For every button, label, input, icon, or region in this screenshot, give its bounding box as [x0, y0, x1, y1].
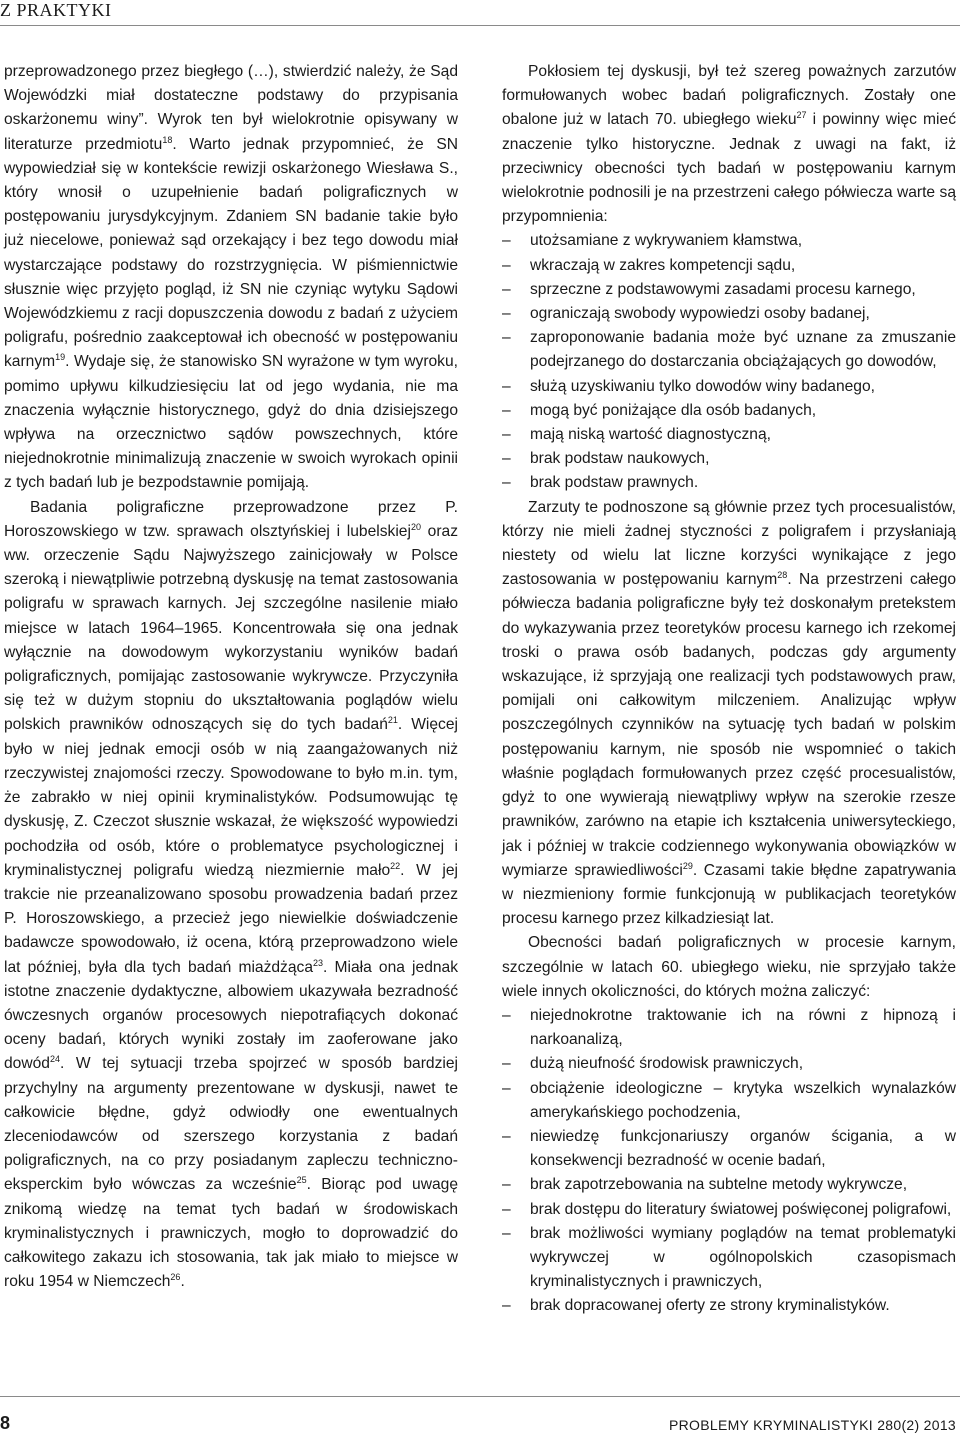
list-item [502, 1077, 956, 1125]
dash-bullet: – [502, 305, 511, 323]
footnote-marker: 18 [162, 134, 173, 145]
footnote-marker: 21 [387, 715, 398, 726]
list-item-text: zaproponowanie badania może być uznane za zmuszanie podejrzanego do dostarczania obciążających go dowodów, [530, 329, 956, 371]
list-item [502, 1198, 956, 1222]
list-item-text: obciążenie ideologiczne – krytyka wszelkich wynalazków amerykańskiego pochodzenia, [530, 1079, 956, 1121]
dash-bullet: – [502, 280, 511, 298]
list-item-text: mają niską wartość diagnostyczną, [530, 426, 771, 444]
dash-bullet: – [502, 1055, 511, 1073]
list-item [502, 278, 956, 302]
footnote-marker: 22 [390, 860, 401, 871]
list-item-text: brak podstaw naukowych, [530, 450, 710, 468]
text-run: . Biorąc pod uwagę znikomą wiedzę na temat tych badań w środowiskach kryminalistycznych i prawniczych, mogło to doprowadzić do całkowitego zakazu ich stosowania, tak jak miało to miejsce w roku 1954 w Niemczech [4, 1176, 459, 1291]
circumstances-list [502, 1004, 956, 1319]
list-item-text: mogą być poniżające dla osób badanych, [530, 401, 817, 419]
footnote-marker: 28 [777, 570, 788, 581]
text-run: . [180, 1273, 185, 1291]
footnote-marker: 26 [170, 1272, 181, 1283]
footnote-marker: 27 [796, 110, 807, 121]
right-intro-paragraph [502, 60, 956, 229]
text-run: . Warto jednak przypomnieć, że SN wypowiedział się w kontekście rewizji oskarżonego Wiesława S., który wnosił o uzupełnienie badań poligraficznych w postępowaniu jurysdykcyjnym. Zdaniem SN badanie takie było już niecelowe, ponieważ sąd orzekający i bez tego dowodu miał wystarczające podstawy do rozstrzygnięcia. W piśmiennictwie słusznie więc przyjęto pogląd, iż SN nie czyniąc wytyku Sądowi Wojewódzkiemu z racji dopuszczenia dowodu z badań z użyciem poligrafu, pośrednio zaakceptował ich obecność w postępowaniu karnym [4, 135, 458, 371]
list-item [502, 375, 956, 399]
list-item [502, 1222, 956, 1295]
text-run: . Miała ona jednak istotne znaczenie dydaktyczne, albowiem ukazywała bezradność ówczesnych organów procesowych niepotrafiących dokonać oceny badań, których wyniki zostały im zaoferowane jako dowód [4, 958, 459, 1073]
dash-bullet: – [502, 329, 511, 347]
body-paragraph [4, 496, 458, 1295]
right-column [502, 60, 956, 1319]
dash-bullet: – [502, 401, 511, 419]
text-run: . Więcej było w niej jednak emocji osób w nią zaangażowanych niż rzeczywistej znajomości rzeczy. Spowodowane to było m.in. tym, że zabrakło w niej opinii kryminalistyków. Podsumowując tę dyskusję, Z. Czeczot słusznie wskazał, że większość wypowiedzi pochodziła od osób, które o problematyce psychologicznej i kryminalistycznej poligrafu wiedzą niezmiernie mało [4, 716, 458, 879]
text-run: Badania poligraficzne przeprowadzone przez P. Horoszowskiego w tzw. sprawach olsztyńskiej i lubelskiej [4, 498, 458, 540]
list-item-text: dużą nieufność środowisk prawniczych, [530, 1055, 804, 1073]
list-item-text: brak możliwości wymiany poglądów na temat problematyki wykrywczej w ogólnopolskich czasopismach kryminalistycznych i prawniczych, [530, 1224, 956, 1291]
list-item [502, 229, 956, 253]
list-item-text: ograniczają swobody wypowiedzi osoby badanej, [530, 305, 870, 323]
right-second-intro-paragraph [502, 931, 956, 1004]
dash-bullet: – [502, 474, 511, 492]
list-item [502, 1294, 956, 1318]
footer-divider [0, 1396, 960, 1397]
page-number: 8 [0, 1413, 11, 1433]
dash-bullet: – [502, 232, 511, 250]
list-item-text: niejednokrotne traktowanie ich na równi z hipnozą i narkoanalizą, [530, 1006, 956, 1049]
journal-name: PROBLEMY KRYMINALISTYKI 280(2) 2013 [669, 1417, 956, 1433]
footnote-marker: 29 [682, 860, 693, 871]
text-run: . W tej sytuacji trzeba spojrzeć w sposób bardziej przychylny na argumenty prezentowane w dyskusji, nawet te całkowicie błędne, gdyż odwiodły one ewentualnych zleceniodawców od szerszego korzystania z badań poligraficznych, na co przy posiadanym zapleczu techniczno-eksperckim było wówczas za wcześnie [4, 1055, 458, 1194]
text-run: . W jej trakcie nie przeanalizowano sposobu prowadzenia badań przez P. Horoszowskiego, a przecież jego niewielkie doświadczenie badawcze spowodowało, iż ocena, którą przeprowadzono wiele lat później, była dla tych badań miażdżąca [4, 861, 458, 976]
text-run: i powinny więc mieć znaczenie tylko historyczne. Jednak z uwagi na fakt, iż przeciwnicy obecności tych badań w postępowaniu karnym wielokrotnie podnosili je na przestrzeni całego półwiecza warte są przypomnienia: [502, 111, 956, 226]
list-item [502, 471, 956, 495]
dash-bullet: – [502, 426, 511, 444]
list-item-text: sprzeczne z podstawowymi zasadami procesu karnego, [530, 280, 916, 298]
footnote-marker: 25 [296, 1175, 307, 1186]
footnote-marker: 23 [313, 957, 324, 968]
dash-bullet: – [502, 1176, 511, 1194]
list-item [502, 447, 956, 471]
dash-bullet: – [502, 256, 511, 274]
text-run: . Czasami takie błędne zapatrywania w niezmieniony formie funkcjonują w publikacjach teoretyków procesu karnego przez kilkadziesiąt lat. [502, 861, 956, 928]
list-item [502, 1173, 956, 1197]
list-item-text: brak podstaw prawnych. [530, 474, 699, 492]
text-run: oraz ww. orzeczenie Sądu Najwyższego zainicjowały w Polsce szeroką i niewątpliwie potrzebną dyskusję na temat zastosowania poligrafu w sprawach karnych. Jej szczególne nasilenie miało miejsce w latach 1964–1965. Koncentrowała się ona jednak wyłącznie na dowodowym wykorzystaniu wyników badań poligraficznych, pomijając zastosowanie wykrywcze. Przyczyniła się też w dużym stopniu do ukształtowania poglądów wielu polskich prawników odnoszących się do tych badań [4, 522, 459, 734]
list-item [502, 1004, 956, 1052]
list-item [502, 326, 956, 374]
list-item [502, 423, 956, 447]
text-run: . Na przestrzeni całego półwiecza badania poligraficzne były też doskonałym pretekstem do wykazywania przez teoretyków procesu karnego ich rzekomej troski o prawa osób badanych, podczas gdy argumenty wskazujące, iż sprzyjają one realizacji tych podstawowych praw, pomijali oni całkowitym milczeniem. Analizując wpływ poszczególnych czynników na sytuację tych badań w polskim postępowaniu karnym, nie sposób nie wspomnieć o takich właśnie poglądach formułowanych przez część procesualistów, gdyż to one wywierają niewątpliwy wpływ na szerokie rzesze prawników, zarówno na etapie ich kształcenia uniwersyteckiego, jak i później w trakcie codziennego wykonywania obowiązków w wymiarze sprawiedliwości [502, 571, 956, 879]
dash-bullet: – [502, 1127, 511, 1145]
list-item [502, 1052, 956, 1076]
list-item-text: utożsamiane z wykrywaniem kłamstwa, [530, 232, 803, 250]
text-run: . Wydaje się, że stanowisko SN wyrażone w tym wyroku, pomimo upływu kilkudziesięciu lat od jego wydania, nie ma znaczenia wyłącznie historycznego, gdyż do dnia dzisiejszego wpływa na orzecznictwo sądów powszechnych, które niejednokrotnie minimalizują znaczenie w swoich wyrokach opinii z tych badań lub je bezpodstawnie pomijają. [4, 353, 458, 492]
footnote-marker: 24 [49, 1054, 60, 1065]
objections-list [502, 229, 956, 495]
text-run: Zarzuty te podnoszone są głównie przez tych procesualistów, którzy nie mieli żadnej styczności z poligrafem i przysłaniają niestety od wielu lat liczne korzyści wynikające z jego zastosowania w postępowaniu karnym [502, 498, 956, 589]
dash-bullet: – [502, 1224, 511, 1242]
section-title: Z PRAKTYKI [0, 0, 112, 20]
dash-bullet: – [502, 1079, 511, 1097]
dash-bullet: – [502, 450, 511, 468]
list-item-text: brak zapotrzebowania na subtelne metody wykrywcze, [530, 1176, 908, 1194]
text-run: przeprowadzonego przez biegłego (…), stwierdzić należy, że Sąd Wojewódzki miał dostateczne podstawy do przypisania oskarżonemu winy”. Wyrok ten był wielokrotnie opisywany w literaturze przedmiotu [4, 63, 458, 153]
list-item-text: brak dostępu do literatury światowej poświęconej poligrafowi, [530, 1200, 952, 1218]
dash-bullet: – [502, 1200, 511, 1218]
dash-bullet: – [502, 377, 511, 395]
text-run: Pokłosiem tej dyskusji, był też szereg poważnych zarzutów formułowanych wobec badań poligraficznych. Zostały one obalone już w latach 70. ubiegłego wieku [502, 63, 956, 129]
list-item [502, 1125, 956, 1173]
text-run: Obecności badań poligraficznych w procesie karnym, szczególnie w latach 60. ubiegłego wieku, nie sprzyjało także wiele innych okoliczności, do których można zaliczyć: [502, 934, 956, 1000]
left-column [4, 60, 458, 1294]
list-item-text: brak dopracowanej oferty ze strony kryminalistyków. [530, 1297, 890, 1315]
dash-bullet: – [502, 1297, 511, 1315]
list-item-text: niewiedzę funkcjonariuszy organów ścigania, a w konsekwencji bezradność w ocenie badań, [530, 1127, 956, 1170]
header-divider [0, 25, 960, 26]
list-item [502, 254, 956, 278]
footnote-marker: 20 [410, 521, 421, 532]
body-paragraph [4, 60, 458, 496]
list-item [502, 399, 956, 423]
right-middle-paragraph [502, 496, 956, 932]
list-item-text: służą uzyskiwaniu tylko dowodów winy badanego, [530, 377, 875, 395]
dash-bullet: – [502, 1006, 511, 1024]
list-item-text: wkraczają w zakres kompetencji sądu, [530, 256, 796, 274]
footnote-marker: 19 [55, 352, 66, 363]
list-item [502, 302, 956, 326]
